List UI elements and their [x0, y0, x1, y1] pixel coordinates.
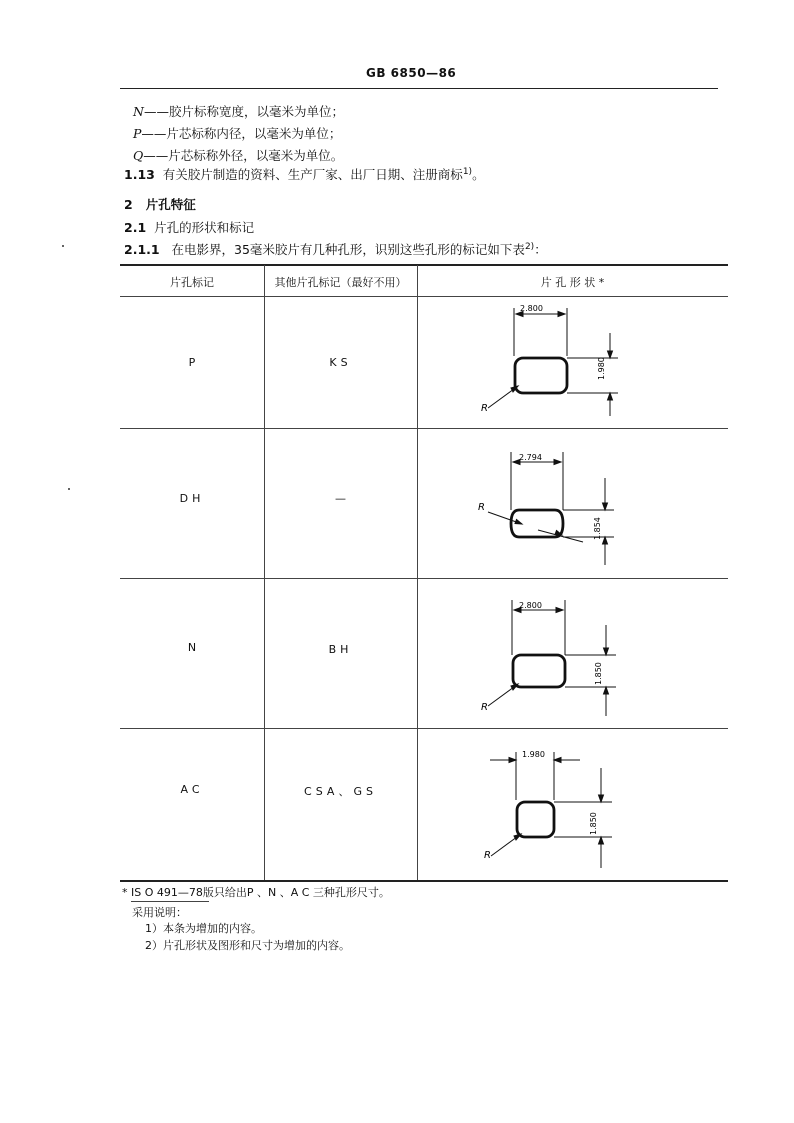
perforation-mark: P	[188, 356, 196, 369]
footnote-ref: 1)	[462, 166, 473, 177]
adoption-note: 1）本条为增加的内容。	[145, 922, 262, 935]
clause-text: 在电影界，35毫米胶片有几种孔形，识别这些孔形的标记如下表	[171, 242, 525, 257]
clause-2-1-1	[124, 240, 547, 258]
width-dimension: 2.794	[519, 453, 542, 462]
width-dimension: 2.800	[520, 304, 543, 313]
definition-p	[133, 124, 341, 142]
table-bottom-rule	[120, 880, 728, 882]
radius-label: R	[481, 702, 488, 713]
column-header-shape: 片 孔 形 状 *	[540, 276, 605, 289]
clause-2-1	[124, 218, 254, 236]
radius-label: R	[484, 850, 491, 861]
table-row-rule	[120, 728, 728, 729]
section-title: 片孔特征	[145, 197, 196, 212]
definition-q	[133, 146, 343, 164]
width-dimension: 1.980	[522, 750, 545, 759]
scan-dot	[68, 488, 70, 490]
perforation-mark: N	[187, 641, 197, 654]
definition-text: ——片芯标称内径，以毫米为单位；	[141, 126, 342, 141]
height-dimension: 1.854	[593, 517, 602, 540]
table-row-rule	[120, 428, 728, 429]
height-dimension: 1.850	[589, 812, 598, 835]
perforation-shape-n	[418, 580, 728, 726]
perforation-shape-p	[418, 298, 728, 426]
definition-text: ——胶片标称宽度，以毫米为单位；	[143, 104, 344, 119]
definition-symbol: P	[133, 126, 142, 141]
radius-label: R	[478, 502, 485, 513]
radius-label: R	[481, 403, 488, 414]
table-header-rule	[120, 296, 728, 297]
clause-number: 2.1.1	[124, 242, 160, 257]
column-header-other-marks: 其他片孔标记（最好不用）	[274, 276, 407, 289]
table-top-rule	[120, 264, 728, 266]
section-2-heading	[124, 195, 196, 213]
header-rule	[120, 88, 718, 89]
other-perforation-mark: BH	[328, 643, 353, 656]
footnote-rule	[131, 901, 209, 902]
table-footnote: * IS O 491—78版只给出P 、N 、A C 三种孔形尺寸。	[122, 886, 390, 899]
table-row-rule	[120, 578, 728, 579]
width-dimension: 2.800	[519, 601, 542, 610]
definition-n	[133, 102, 344, 120]
perforation-mark: DH	[179, 492, 205, 505]
clause-number: 2.1	[124, 220, 147, 235]
other-perforation-mark: KS	[329, 356, 352, 369]
perforation-mark: AC	[180, 783, 204, 796]
clause-tail: 。	[472, 167, 485, 182]
perforation-shape-ac	[418, 730, 728, 878]
perforation-shape-dh	[418, 430, 728, 576]
section-number: 2	[124, 197, 133, 212]
adoption-title: 采用说明：	[132, 906, 187, 919]
column-header-mark: 片孔标记	[170, 276, 214, 289]
other-perforation-mark: —	[335, 492, 346, 505]
clause-title: 片孔的形状和标记	[154, 220, 255, 235]
height-dimension: 1.980	[597, 357, 606, 380]
definition-symbol: N	[133, 104, 144, 119]
footnote-ref: 2)	[524, 241, 535, 252]
standard-header: GB 6850—86	[366, 66, 457, 80]
other-perforation-mark: CSA、GS	[304, 785, 377, 798]
height-dimension: 1.850	[594, 662, 603, 685]
scan-dot	[62, 245, 64, 247]
clause-text: 有关胶片制造的资料、生产厂家、出厂日期、注册商标	[162, 167, 463, 182]
clause-1-13	[124, 165, 485, 183]
clause-tail: ：	[534, 242, 547, 257]
adoption-note: 2）片孔形状及图形和尺寸为增加的内容。	[145, 939, 350, 952]
definition-text: ——片芯标称外径，以毫米为单位。	[143, 148, 344, 163]
clause-number: 1.13	[124, 167, 155, 182]
definition-symbol: Q	[133, 148, 144, 163]
